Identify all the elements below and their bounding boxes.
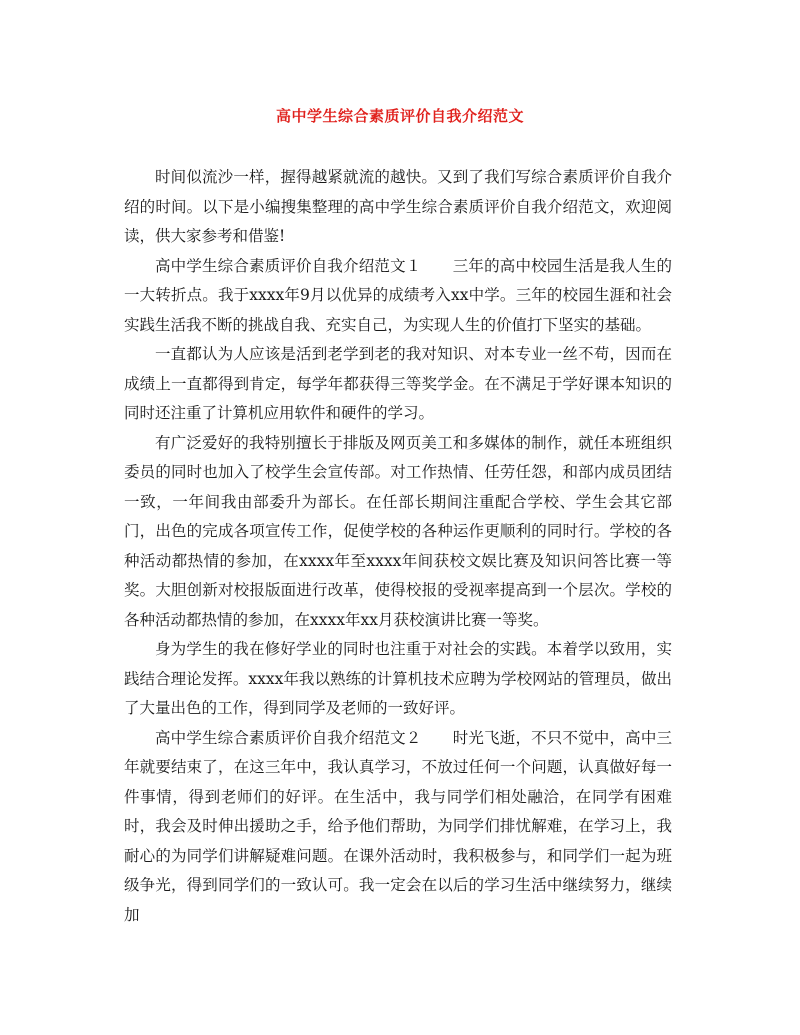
essay-1-paragraph-1: 高中学生综合素质评价自我介绍范文１ 三年的高中校园生活是我人生的一大转折点。我于xxxx年9月以优异的成绩考入xx中学。三年的校园生涯和社会实践生活我不断的挑战自我、充实自己，为实现人生的价值打下坚实的基础。 [124,256,672,334]
document-body [124,163,672,930]
essay-1-paragraph-2: 一直都认为人应该是活到老学到老的我对知识、对本专业一丝不苟，因而在成绩上一直都得到肯定，每学年都获得三等奖学金。在不满足于学好课本知识的同时还注重了计算机应用软件和硬件的学习。 [124,345,672,422]
intro-paragraph: 时间似流沙一样，握得越紧就流的越快。又到了我们写综合素质评价自我介绍的时间。以下是小编搜集整理的高中学生综合素质评价自我介绍范文，欢迎阅读，供大家参考和借鉴! [124,168,672,245]
essay-1-paragraph-3: 有广泛爱好的我特别擅长于排版及网页美工和多媒体的制作，就任本班组织委员的同时也加入了校学生会宣传部。对工作热情、任劳任怨，和部内成员团结一致，一年间我由部委升为部长。在任部长期间注重配合学校、学生会其它部门，出色的完成各项宣传工作，促使学校的各种运作更顺利的同时行。学校的各种活动都热情的参加，在xxxx年至xxxx年间获校文娱比赛及知识问答比赛一等奖。大胆创新对校报版面进行改革，使得校报的受视率提高到一个层次。学校的各种活动都热情的参加，在xxxx年xx月获校演讲比赛一等奖。 [124,433,672,629]
essay-2-paragraph-1: 高中学生综合素质评价自我介绍范文２ 时光飞逝，不只不觉中，高中三年就要结束了，在这三年中，我认真学习，不放过任何一个问题，认真做好每一件事情，得到老师们的好评。在生活中，我与同学们相处融洽，在同学有困难时，我会及时伸出援助之手，给予他们帮助，为同学们排忧解难，在学习上，我耐心的为同学们讲解疑难问题。在课外活动时，我积极参与，和同学们一起为班级争光，得到同学们的一致认可。我一定会在以后的学习生活中继续努力，继续加 [124,728,672,924]
essay-1-paragraph-4: 身为学生的我在修好学业的同时也注重于对社会的实践。本着学以致用，实践结合理论发挥。xxxx年我以熟练的计算机技术应聘为学校网站的管理员，做出了大量出色的工作，得到同学及老师的一致好评。 [124,640,672,717]
document-title: 高中学生综合素质评价自我介绍范文 [275,107,524,125]
